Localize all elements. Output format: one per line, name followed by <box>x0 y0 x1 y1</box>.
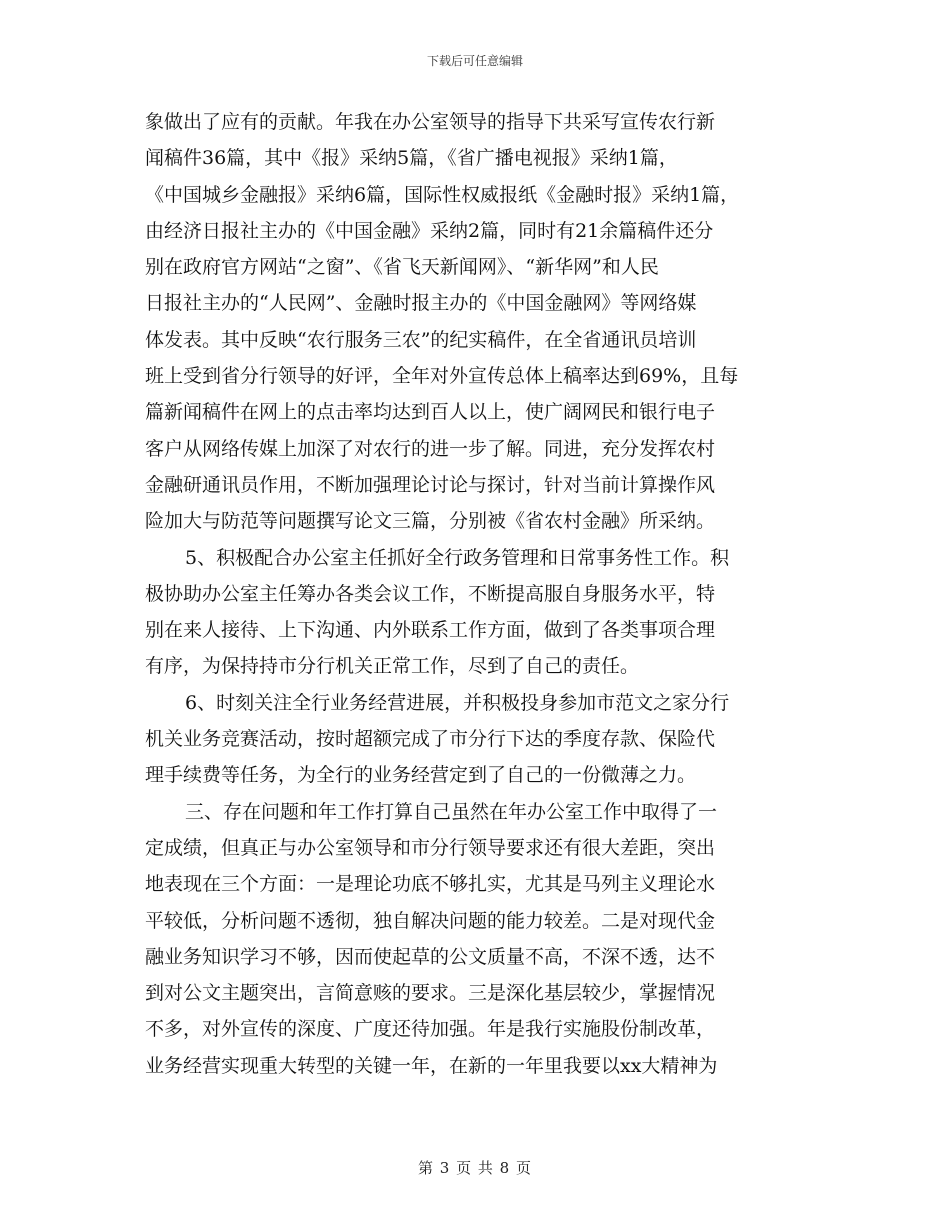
paragraph-start-line: 5、积极配合办公室主任抓好全行政务管理和日常事务性工作。积 <box>185 546 730 569</box>
text-line: 由经济日报社主办的《中国金融》采纳2篇，同时有21余篇稿件还分 <box>145 219 714 242</box>
text-line: 平较低，分析问题不透彻，独自解决问题的能力较差。二是对现代金 <box>145 909 716 932</box>
text-line: 险加大与防范等问题撰写论文三篇，分别被《省农村金融》所采纳。 <box>145 510 716 533</box>
document-body <box>145 104 835 1084</box>
text-line: 业务经营实现重大转型的关键一年，在新的一年里我要以xx大精神为 <box>145 1054 718 1077</box>
text-line: 闻稿件36篇，其中《报》采纳5篇，《省广播电视报》采纳1篇， <box>145 147 678 170</box>
text-line: 日报社主办的“人民网”、金融时报主办的《中国金融网》等网络媒 <box>145 292 697 315</box>
text-line: 金融研通讯员作用，不断加强理论讨论与探讨，针对当前计算操作风 <box>145 473 716 496</box>
text-line: 地表现在三个方面：一是理论功底不够扎实，尤其是马列主义理论水 <box>145 873 716 896</box>
text-line: 定成绩，但真正与办公室领导和市分行领导要求还有很大差距，突出 <box>145 836 716 859</box>
text-line: 极协助办公室主任筹办各类会议工作，不断提高服自身服务水平，特 <box>145 582 716 605</box>
text-line: 别在政府官方网站“之窗”、《省飞天新闻网》、“新华网”和人民 <box>145 256 659 279</box>
text-line: 客户从网络传媒上加深了对农行的进一步了解。同进，充分发挥农村 <box>145 437 716 460</box>
text-line: 到对公文主题突出，言简意赅的要求。三是深化基层较少，掌握情况 <box>145 982 716 1005</box>
text-line: 班上受到省分行领导的好评，全年对外宣传总体上稿率达到69%，且每 <box>145 365 739 388</box>
text-line: 象做出了应有的贡献。年我在办公室领导的指导下共采写宣传农行新 <box>145 111 716 133</box>
text-line: 融业务知识学习不够，因而使起草的公文质量不高，不深不透，达不 <box>145 945 716 968</box>
text-line: 有序，为保持持市分行机关正常工作，尽到了自己的责任。 <box>145 655 640 678</box>
text-line: 别在来人接待、上下沟通、内外联系工作方面，做到了各类事项合理 <box>145 619 716 642</box>
paragraph-start-line: 6、时刻关注全行业务经营进展，并积极投身参加市范文之家分行 <box>185 691 730 714</box>
text-line: 体发表。其中反映“农行服务三农”的纪实稿件，在全省通讯员培训 <box>145 328 697 351</box>
text-line: 机关业务竞赛活动，按时超额完成了市分行下达的季度存款、保险代 <box>145 728 716 751</box>
text-line: 《中国城乡金融报》采纳6篇，国际性权威报纸《金融时报》采纳1篇， <box>145 183 740 206</box>
header-note: 下载后可任意编辑 <box>426 54 523 68</box>
text-line: 篇新闻稿件在网上的点击率均达到百人以上，使广阔网民和银行电子 <box>145 401 716 424</box>
text-line: 理手续费等任务，为全行的业务经营定到了自己的一份微薄之力。 <box>145 764 697 787</box>
text-line: 不多，对外宣传的深度、广度还待加强。年是我行实施股份制改革， <box>145 1018 716 1041</box>
page-number-footer: 第 3 页 共 8 页 <box>418 1159 532 1177</box>
paragraph-start-line: 三、存在问题和年工作打算自己虽然在年办公室工作中取得了一 <box>185 800 718 823</box>
